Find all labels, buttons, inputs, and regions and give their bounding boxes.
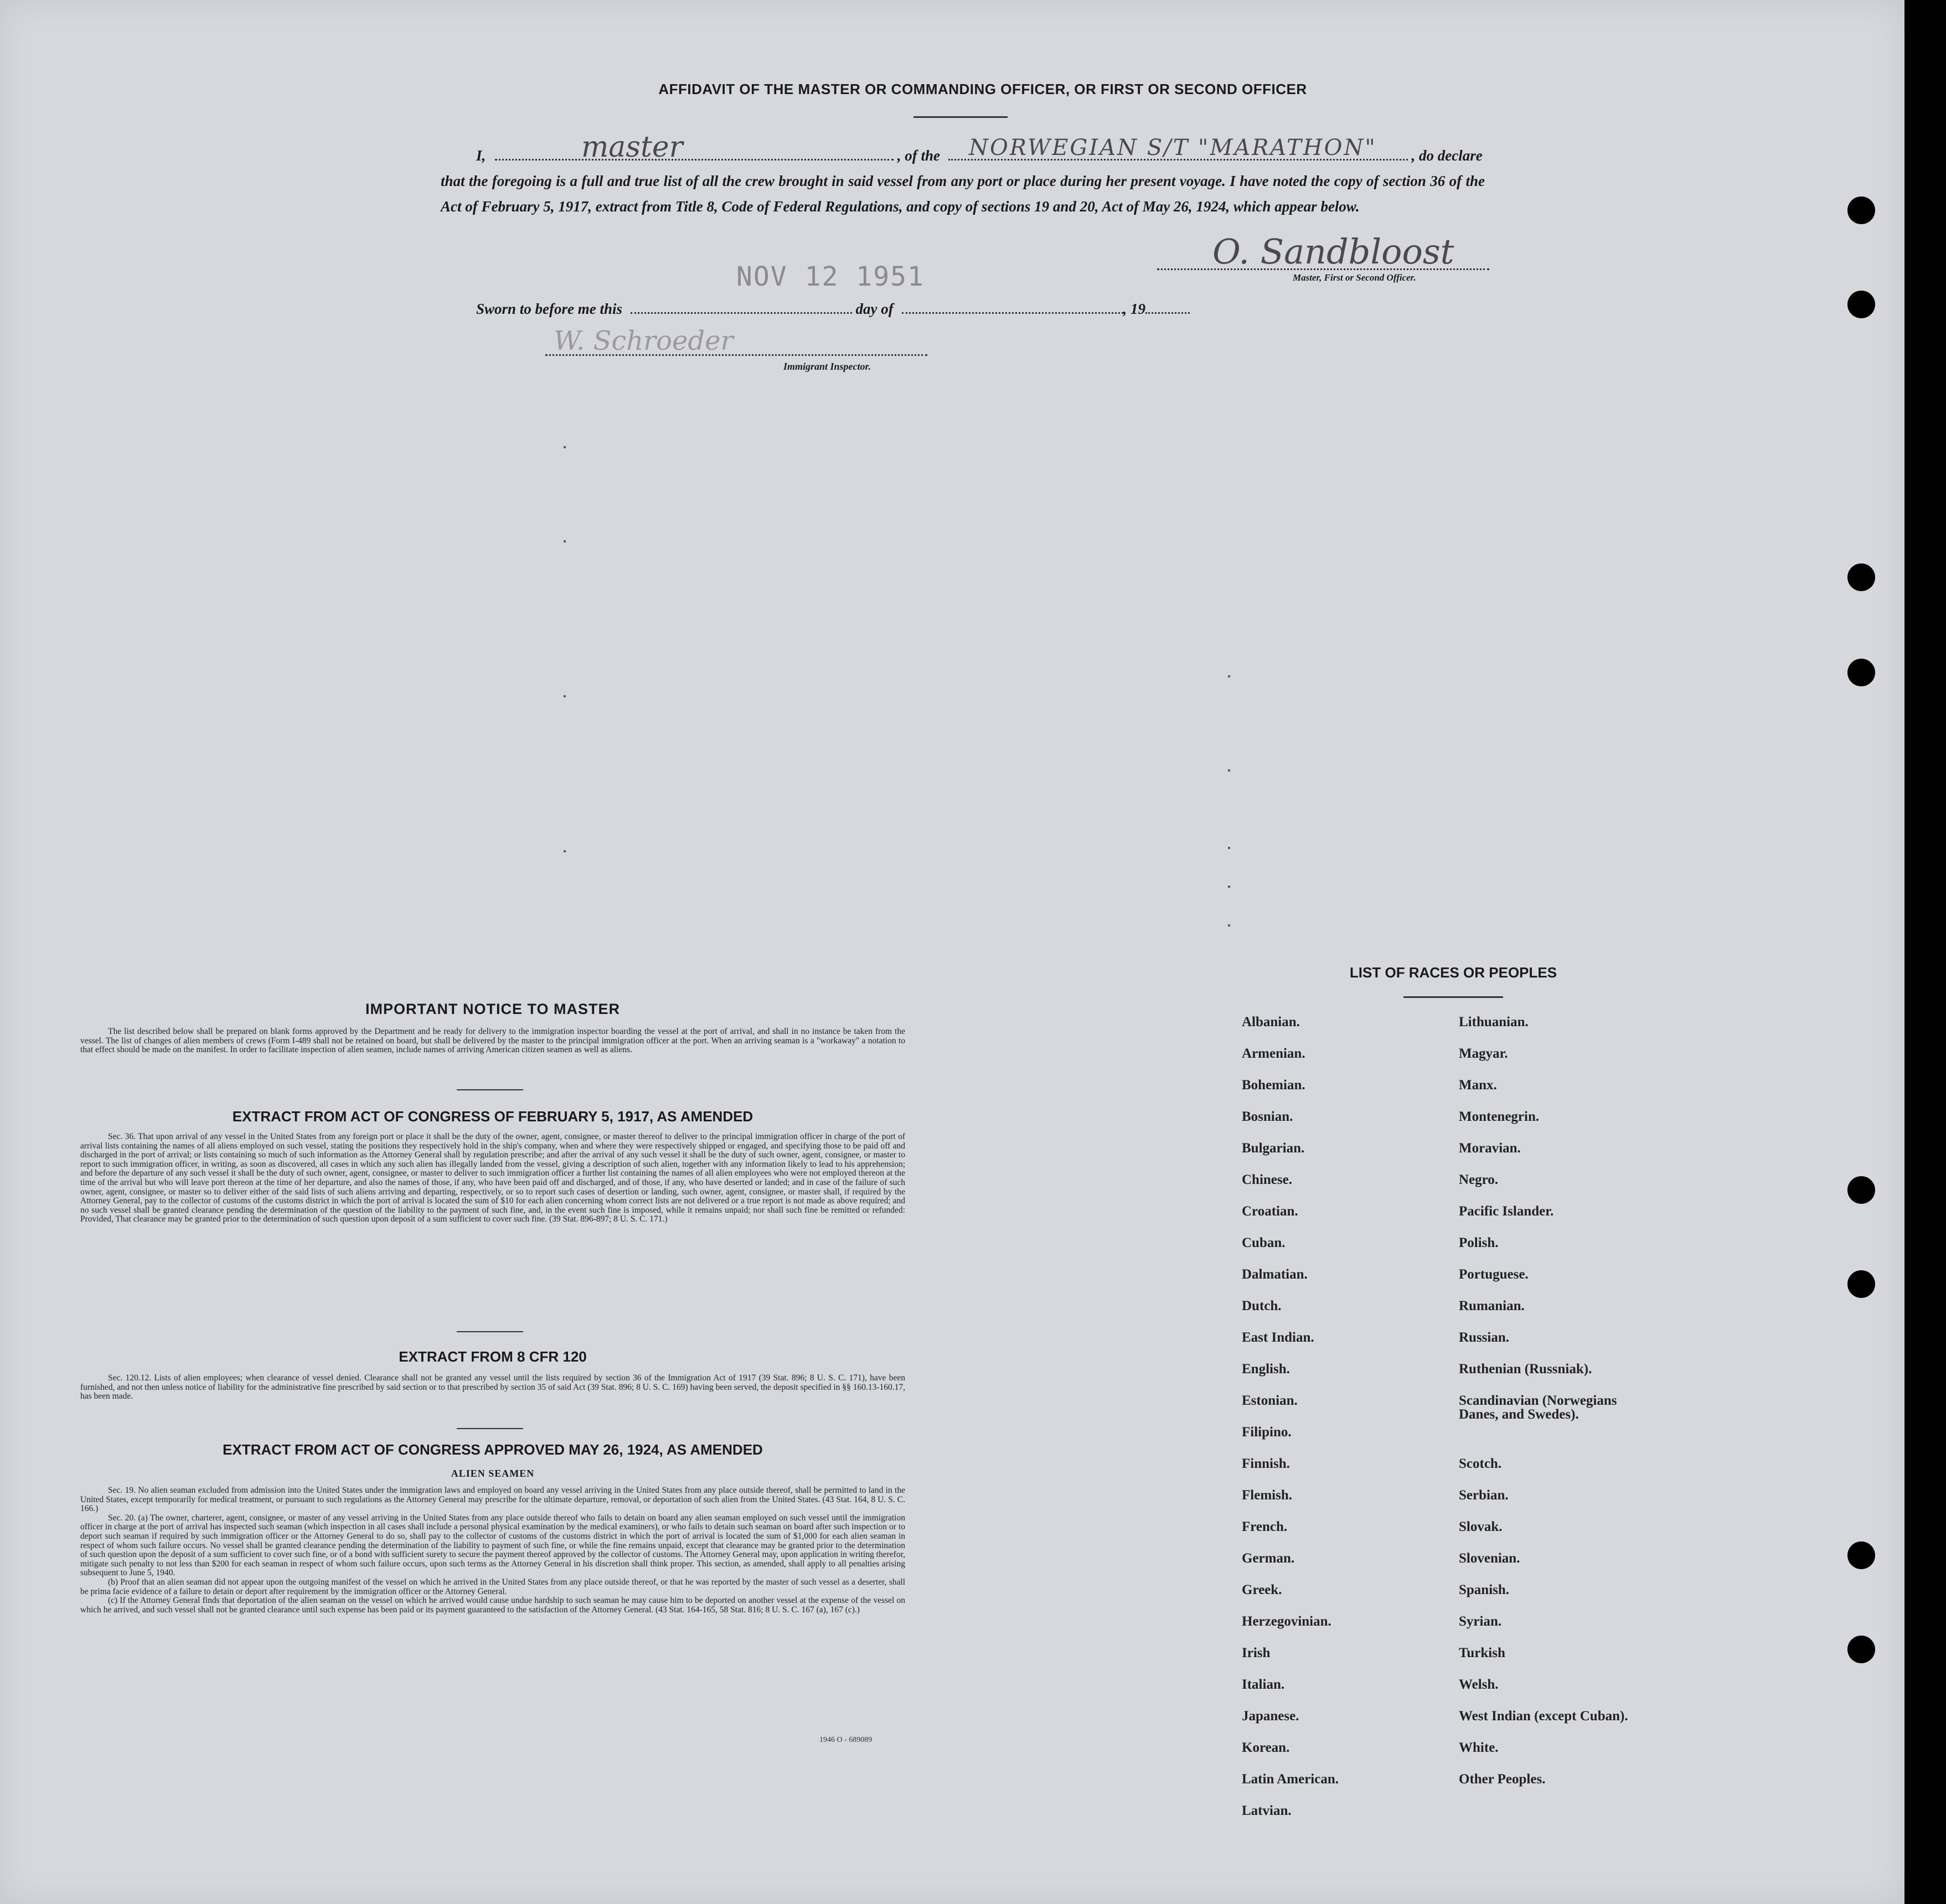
extract-cfr-title: EXTRACT FROM 8 CFR 120 (399, 1348, 587, 1365)
race-list-item: West Indian (except Cuban). (1459, 1709, 1628, 1724)
race-list-item: Turkish (1459, 1646, 1505, 1660)
punch-hole (1847, 1541, 1875, 1569)
race-list-item: German. (1242, 1551, 1295, 1566)
race-list-item: Portuguese. (1459, 1267, 1529, 1282)
affidavit-body: that the foregoing is a full and true list of all the crew brought in said vessel from any port or place during her present voyage. I have noted the copy of section 36 of the Act of February 5, 1917, extract from Title 8, Code of Federal Regulations, and copy of sections 19 and 20, Act of May 26, 1924, which appear below. (441, 173, 1485, 215)
master-caption: Master, First or Second Officer. (1293, 272, 1416, 283)
punch-hole (1847, 196, 1875, 224)
rule (457, 1428, 523, 1429)
race-list-item: Latvian. (1242, 1803, 1292, 1818)
race-list-item: Pacific Islander. (1459, 1204, 1554, 1219)
notice-title: IMPORTANT NOTICE TO MASTER (365, 1001, 620, 1017)
extract-cfr-text: Sec. 120.12. Lists of alien employees; when clearance of vessel denied. Clearance shall not be granted any vessel until the lists required by section 36 of the Immigration Act of 1917 (39 Stat. 896; 8 U. S. C. 171), have been furnished, and not then unless notice of liability for the administrative fine prescribed by said section or to that prescribed by section 35 of said Act (39 Stat. 896; 8 U. S. C. 169) having been served, the deposit specified in §§ 160.13-160.17, has been made. (80, 1373, 905, 1401)
race-list-item: Moravian. (1459, 1141, 1521, 1156)
race-list-item: English. (1242, 1362, 1290, 1377)
extract-1917-title: EXTRACT FROM ACT OF CONGRESS OF FEBRUARY 5, 1917, AS AMENDED (232, 1108, 753, 1125)
of-the-label: , of the (897, 147, 941, 164)
race-list-item: Negro. (1459, 1172, 1499, 1187)
race-list-item: Bulgarian. (1242, 1141, 1305, 1156)
sec20b-text: (b) Proof that an alien seaman did not appear upon the outgoing manifest of the vessel on which he arrived in the United States from any place outside thereof, or that he was reported by the master of such vessel as a deserter, shall be prima facie evidence of a failure to detain or deport after requirement by the immigration officer or the Attorney General. (80, 1577, 905, 1596)
race-list-item: Lithuanian. (1459, 1015, 1529, 1029)
race-list-item: Greek. (1242, 1582, 1282, 1597)
extract-1917-text: Sec. 36. That upon arrival of any vessel in the United States from any foreign port or place it shall be the duty of the owner, agent, consignee, or master thereof to deliver to the principal immigration officer in charge of the port of arrival lists containing the names of all aliens employed on such vessel, stating the positions they respectively hold in the ship's company, when and where they were respectively shipped or engaged, and specifying those to be paid off and discharged in the port of arrival; or lists containing so much of such information as the Attorney General shall by regulation prescribe; and after the arrival of any such vessel it shall be the duty of such owner, agent, consignee, or master to report to such immigration officer, in writing, as soon as discovered, all cases in which any such alien has illegally landed from the vessel, giving a description of such alien, together with any information likely to lead to his apprehension; and before the departure of any such vessel it shall be the duty of such owner, agent, consignee, or master to deliver to such immigration officer a further list containing the names of all alien employees who were not employed thereon at the time of the arrival but who will leave port thereon at the time of her departure, and also the names of those, if any, who have been paid off and discharged, and of those, if any, who have deserted or landed; and in case of the failure of such owner, agent, consignee, or master so to deliver either of the said lists of such aliens arriving and departing, respectively, or so to report such cases of desertion or landing, such owner, agent, consignee, or master shall, if required by the Attorney General, pay to the collector of customs of the customs district in which the port of arrival is located the sum of $10 for each alien concerning whom correct lists are not delivered or a true report is not made as above required; and no such vessel shall be granted clearance pending the determination of the question of the liability to the payment of such fine, and, in the event such fine is imposed, while it remains unpaid; nor shall such fine be remitted or refunded: Provided, That clearance may be granted prior to the determination of such question upon deposit of a sum sufficient to cover such fine. (39 Stat. 896-897; 8 U. S. C. 171.) (80, 1132, 905, 1224)
column-dot (1228, 847, 1230, 849)
column-dot (564, 446, 566, 448)
race-list-item: Japanese. (1242, 1709, 1299, 1724)
race-list-item: French. (1242, 1519, 1288, 1534)
race-list-item: Scandinavian (Norwegians Danes, and Swedes). (1459, 1393, 1617, 1422)
race-list-item: Dalmatian. (1242, 1267, 1308, 1282)
race-list-item: Dutch. (1242, 1298, 1282, 1313)
race-list-item: Ruthenian (Russniak). (1459, 1362, 1592, 1377)
declare-label: , do declare (1411, 147, 1483, 164)
punch-hole (1847, 659, 1875, 686)
race-list-item: Manx. (1459, 1078, 1497, 1093)
inspector-line (545, 354, 927, 356)
race-list-item: Magyar. (1459, 1046, 1508, 1061)
punch-hole (1847, 1176, 1875, 1204)
race-list-item: Slovak. (1459, 1519, 1503, 1534)
punch-hole (1847, 563, 1875, 591)
race-list-item: Filipino. (1242, 1425, 1292, 1440)
affidavit-title: AFFIDAVIT OF THE MASTER OR COMMANDING OFFICER, OR FIRST OR SECOND OFFICER (658, 81, 1307, 97)
year-fill-line (1145, 299, 1190, 314)
race-list-item: Polish. (1459, 1235, 1499, 1250)
name-fill-line (495, 144, 894, 161)
race-list-item: Irish (1242, 1646, 1271, 1660)
rule (457, 1089, 523, 1090)
month-fill-line (902, 299, 1123, 314)
year-label: , 19 (1123, 301, 1146, 317)
race-list-item: Serbian. (1459, 1488, 1509, 1503)
race-list-item: Scotch. (1459, 1456, 1502, 1471)
race-list-item: Armenian. (1242, 1046, 1305, 1061)
races-left-column (1242, 1015, 1452, 1835)
race-list-item: Chinese. (1242, 1172, 1292, 1187)
title-rule (913, 116, 1008, 118)
notice-text: The list described below shall be prepared on blank forms approved by the Department and be ready for delivery to the immigration inspector boarding the vessel at the port of arrival, and shall in no instance be taken from the vessel. The list of changes of alien members of crews (Form I-489 shall not be retained on board, but shall be delivered by the master to the principal immigration officer at the port. When an arriving seaman is a "workaway" a notation to that effect should be made on the manifest. In order to facilitate inspection of alien seamen, include names of arriving American citizen seamen as well as aliens. (80, 1027, 905, 1055)
column-dot (564, 695, 566, 697)
race-list-item: Slovenian. (1459, 1551, 1520, 1566)
column-dot (1228, 769, 1230, 772)
name-handwritten: master (581, 131, 683, 164)
day-of-label: day of (855, 301, 894, 317)
race-list-item: Herzegovinian. (1242, 1614, 1331, 1629)
extract-1924-subtitle: ALIEN SEAMEN (451, 1468, 535, 1479)
extract-1924-title: EXTRACT FROM ACT OF CONGRESS APPROVED MAY 26, 1924, AS AMENDED (223, 1441, 763, 1458)
race-list-item: Finnish. (1242, 1456, 1290, 1471)
race-list-item: Montenegrin. (1459, 1109, 1540, 1124)
race-list-item (1459, 1425, 1736, 1457)
extract-1924-text (80, 1486, 905, 1615)
date-stamp: NOV 12 1951 (736, 261, 925, 292)
race-list-item: Croatian. (1242, 1204, 1298, 1219)
race-list-item: Estonian. (1242, 1393, 1298, 1408)
column-dot (1228, 886, 1230, 888)
sworn-label: Sworn to before me this (476, 301, 623, 317)
signature-line (1157, 268, 1489, 270)
punch-hole (1847, 291, 1875, 318)
race-list-item: Italian. (1242, 1677, 1285, 1692)
race-list-item: Welsh. (1459, 1677, 1499, 1692)
race-list-item: Spanish. (1459, 1582, 1510, 1597)
vessel-handwritten: NORWEGIAN S/T "MARATHON" (969, 135, 1377, 161)
race-list-item: Albanian. (1242, 1015, 1300, 1029)
race-list-item: Other Peoples. (1459, 1772, 1546, 1787)
races-right-column (1459, 1015, 1736, 1804)
race-list-item: Flemish. (1242, 1488, 1292, 1503)
sec19-text: Sec. 19. No alien seaman excluded from admission into the United States under the immigration laws and employed on board any vessel arriving in the United States from any place outside thereof, shall be permitted to land in the United States, except temporarily for medical treatment, or pursuant to such regulations as the Attorney General may prescribe for the ultimate departure, removal, or deportation of such alien from the United States. (43 Stat. 164, 8 U. S. C. 166.) (80, 1486, 905, 1514)
rule (457, 1331, 523, 1332)
column-dot (1228, 924, 1230, 927)
column-dot (1228, 675, 1230, 677)
sec20a-text: Sec. 20. (a) The owner, charterer, agent, consignee, or master of any vessel arriving in the United States from any place outside thereof who fails to detain on board any alien seaman employed on such vessel until the immigration officer in charge at the port of arrival has inspected such seaman (which inspection in all cases shall include a personal physical examination by the medical examiners), or who fails to detain such seaman on board after such inspection or to deport such seaman if required by such immigration officer or the Attorney General to do so, shall pay to the collector of customs of the customs district in which the port of arrival is located the sum of $1,000 for each alien seaman in respect of whom such failure occurs. No vessel shall be granted clearance pending the determination of the liability to payment of such fine, or while the fine remains unpaid, except that clearance may be granted prior to the determination of such question upon the deposit of a sum sufficient to cover such fine, or of a bond with sufficient surety to secure the payment thereof approved by the collector of customs. The Attorney General may, upon application in writing therefor, mitigate such penalty to not less than $200 for each seaman in respect of whom such failure occurs, upon such terms as the Attorney General in his discretion shall think proper. This section, as amended, shall apply to all penalties arising subsequent to June 5, 1940. (80, 1513, 905, 1578)
race-list-item: Russian. (1459, 1330, 1510, 1345)
race-list-item: Latin American. (1242, 1772, 1339, 1787)
punch-hole (1847, 1636, 1875, 1663)
print-code: 1946 O - 689089 (819, 1736, 873, 1744)
column-dot (564, 540, 566, 542)
punch-hole (1847, 1270, 1875, 1298)
race-list-item: Rumanian. (1459, 1298, 1525, 1313)
race-list-item: Korean. (1242, 1740, 1290, 1755)
day-fill-line (631, 299, 852, 314)
race-list-item: Cuban. (1242, 1235, 1286, 1250)
race-list-item: East Indian. (1242, 1330, 1314, 1345)
races-title: LIST OF RACES OR PEOPLES (1349, 964, 1557, 981)
sworn-line (476, 296, 1251, 322)
sec20c-text: (c) If the Attorney General finds that deportation of the alien seaman on the vessel on which he arrived would cause undue hardship to such seaman he may cause him to be deported on another vessel at the expense of the vessel on which he arrived, and such vessel shall not be granted clearance until such expense has been paid or its payment guaranteed to the satisfaction of the Attorney General. (43 Stat. 164-165, 58 Stat. 816; 8 U. S. C. 167 (a), 167 (c).) (80, 1596, 905, 1615)
column-dot (564, 850, 566, 852)
race-list-item: Bohemian. (1242, 1078, 1305, 1093)
master-signature: O. Sandbloost (1212, 231, 1454, 272)
race-list-item: Syrian. (1459, 1614, 1502, 1629)
races-title-rule (1403, 996, 1503, 998)
inspector-caption: Immigrant Inspector. (783, 361, 871, 372)
race-list-item: Bosnian. (1242, 1109, 1293, 1124)
i-label: I, (476, 147, 486, 164)
inspector-signature: W. Schroeder (554, 325, 734, 356)
race-list-item: White. (1459, 1740, 1499, 1755)
